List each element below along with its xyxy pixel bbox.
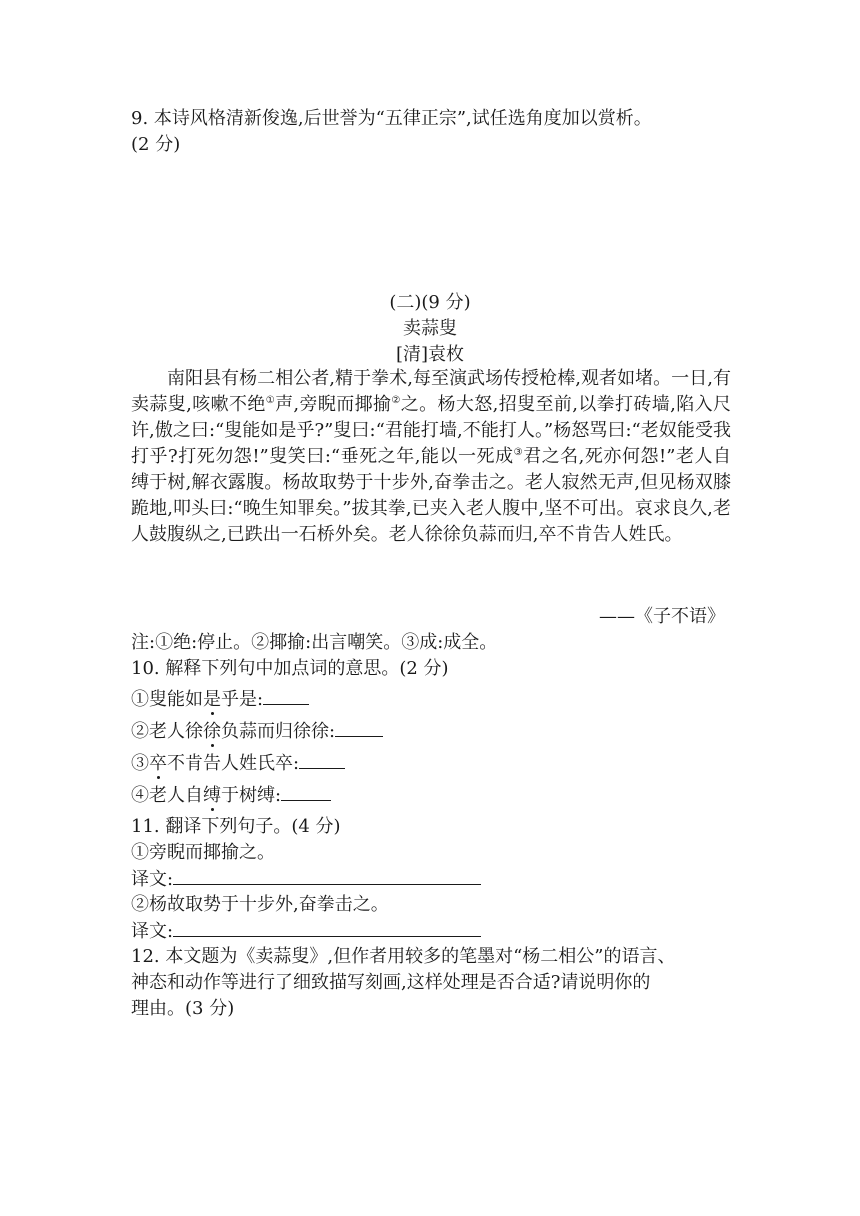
q10-prompt: 10. 解释下列句中加点词的意思。(2 分) bbox=[131, 658, 449, 679]
passage-paragraph bbox=[131, 366, 731, 548]
q11-answer-1 bbox=[131, 866, 481, 893]
q12-line-1: 12. 本文题为《卖蒜叟》,但作者用较多的笔墨对“杨二相公”的语言、 bbox=[131, 946, 676, 967]
q11-answer-2 bbox=[131, 918, 481, 945]
passage-body bbox=[131, 366, 731, 548]
item-number: ④ bbox=[131, 785, 149, 806]
dotted-word: 缚 bbox=[203, 785, 221, 806]
item-text-post: 乎是: bbox=[221, 689, 264, 710]
answer-blank[interactable] bbox=[263, 686, 309, 705]
dotted-word: 徐 bbox=[203, 721, 221, 742]
answer-blank[interactable] bbox=[299, 750, 345, 769]
answer-blank[interactable] bbox=[281, 782, 331, 801]
annotation-note: 注:①绝:停止。②揶揄:出言嘲笑。③成:成全。 bbox=[131, 632, 498, 653]
footnote-marker-3: ③ bbox=[513, 447, 524, 458]
q10-item-2 bbox=[131, 718, 383, 745]
answer-blank[interactable] bbox=[335, 718, 383, 737]
passage-source: ——《子不语》 bbox=[599, 606, 725, 627]
q9-line-1: 9. 本诗风格清新俊逸,后世誉为“五律正宗”,试任选角度加以赏析。 bbox=[131, 108, 652, 129]
q10-item-1 bbox=[131, 686, 309, 713]
item-number: ① bbox=[131, 689, 149, 710]
passage-text-2: 声,旁睨而揶揄 bbox=[275, 394, 392, 415]
item-text-pre: 老人自 bbox=[149, 785, 203, 806]
passage-text-4: 君之名,死亦何怨!”老人自缚于树,解衣露腹。杨故取势于十步外,奋拳击之。老人寂然无声,但见杨双膝跪地,叩头曰:“晚生知罪矣。”拔其拳,已夹入老人腹中,坚不可出。哀求良久,老人鼓腹纵之,已跌出一石桥外矣。老人徐徐负蒜而归,卒不肯告人姓氏。 bbox=[131, 446, 732, 545]
item-text-post: 负蒜而归徐徐: bbox=[221, 721, 336, 742]
footnote-marker-2: ② bbox=[391, 395, 401, 406]
q11-sentence-1: ①旁睨而揶揄之。 bbox=[131, 842, 275, 863]
q10-item-3 bbox=[131, 750, 345, 777]
dotted-word: 是 bbox=[203, 689, 221, 710]
translation-blank[interactable] bbox=[173, 918, 481, 937]
passage-author: [清]袁枚 bbox=[395, 344, 465, 365]
q10-item-4 bbox=[131, 782, 331, 809]
footnote-marker-1: ① bbox=[265, 395, 276, 406]
translation-blank[interactable] bbox=[173, 866, 481, 885]
item-text-pre: 叟能如 bbox=[149, 689, 203, 710]
item-number: ③ bbox=[131, 753, 149, 774]
item-text-post: 于树缚: bbox=[221, 785, 282, 806]
item-text-pre: 老人徐 bbox=[149, 721, 203, 742]
passage-title: 卖蒜叟 bbox=[403, 318, 457, 339]
q11-sentence-2: ②杨故取势于十步外,奋拳击之。 bbox=[131, 894, 389, 915]
item-text-post: 不肯告人姓氏卒: bbox=[167, 753, 300, 774]
item-number: ② bbox=[131, 721, 149, 742]
translation-label: 译文: bbox=[131, 869, 174, 890]
translation-label: 译文: bbox=[131, 921, 174, 942]
dotted-word: 卒 bbox=[149, 753, 167, 774]
q11-prompt: 11. 翻译下列句子。(4 分) bbox=[131, 816, 341, 837]
q12-line-2: 神态和动作等进行了细致描写刻画,这样处理是否合适?请说明你的 bbox=[131, 972, 651, 993]
passage-text-1: 南阳县有杨二相公者,精于拳术,每至演武场传授枪棒,观者如堵。一日,有卖蒜叟,咳嗽不绝 bbox=[131, 368, 731, 415]
section-heading: (二)(9 分) bbox=[389, 292, 471, 313]
q12-line-3: 理由。(3 分) bbox=[131, 998, 235, 1019]
passage-text-3: 之。杨大怒,招叟至前,以拳打砖墙,陷入尺许,傲之曰:“叟能如是乎?”叟曰:“君能打墙,不能打人。”杨怒骂曰:“老奴能受我打乎?打死勿怨!”叟笑曰:“垂死之年,能以一死成 bbox=[131, 394, 731, 467]
q9-line-2: (2 分) bbox=[131, 134, 181, 155]
